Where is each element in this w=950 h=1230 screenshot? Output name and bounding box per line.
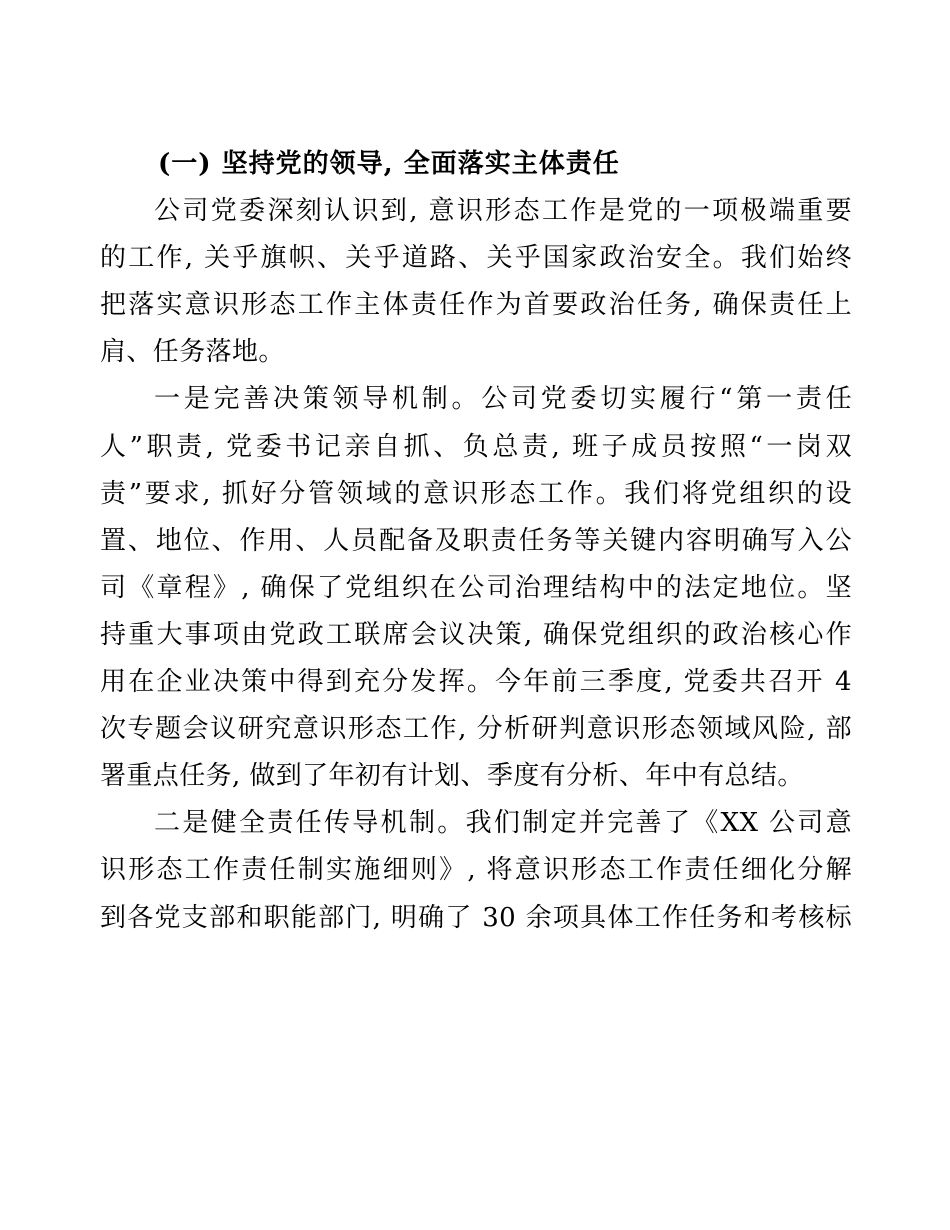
text-line: 肩、任务落地。 — [100, 337, 285, 368]
text-line: 司《章程》, 确保了党组织在公司治理结构中的法定地位。坚 — [100, 572, 852, 603]
paragraph-responsibility-mechanism — [100, 800, 852, 941]
text-line: 置、地位、作用、人员配备及职责任务等关键内容明确写入公 — [100, 525, 852, 556]
text-line: 用在企业决策中得到充分发挥。今年前三季度, 党委共召开 4 — [100, 667, 852, 698]
text-line: 到各党支部和职能部门, 明确了 30 余项具体工作任务和考核标 — [100, 902, 852, 933]
text-line: 责”要求, 抓好分管领域的意识形态工作。我们将党组织的设 — [100, 478, 852, 509]
paragraph-intro — [100, 188, 852, 376]
text-line: 次专题会议研究意识形态工作, 分析研判意识形态领域风险, 部 — [100, 714, 852, 745]
text-line: 把落实意识形态工作主体责任作为首要政治任务, 确保责任上 — [100, 290, 852, 321]
text-line: 公司党委深刻认识到, 意识形态工作是党的一项极端重要 — [154, 196, 852, 227]
text-line: 识形态工作责任制实施细则》, 将意识形态工作责任细化分解 — [100, 855, 852, 886]
document-page — [100, 141, 852, 942]
text-line: 二是健全责任传导机制。我们制定并完善了《XX 公司意 — [154, 808, 852, 839]
section-heading: (一) 坚持党的领导, 全面落实主体责任 — [158, 149, 620, 179]
text-line: 人”职责, 党委书记亲自抓、负总责, 班子成员按照“一岗双 — [100, 431, 852, 462]
text-line: 持重大事项由党政工联席会议决策, 确保党组织的政治核心作 — [100, 619, 852, 650]
text-line: 的工作, 关乎旗帜、关乎道路、关乎国家政治安全。我们始终 — [100, 243, 852, 274]
text-line: 一是完善决策领导机制。公司党委切实履行“第一责任 — [154, 384, 852, 415]
paragraph-decision-mechanism — [100, 376, 852, 800]
text-line: 署重点任务, 做到了年初有计划、季度有分析、年中有总结。 — [100, 761, 804, 792]
